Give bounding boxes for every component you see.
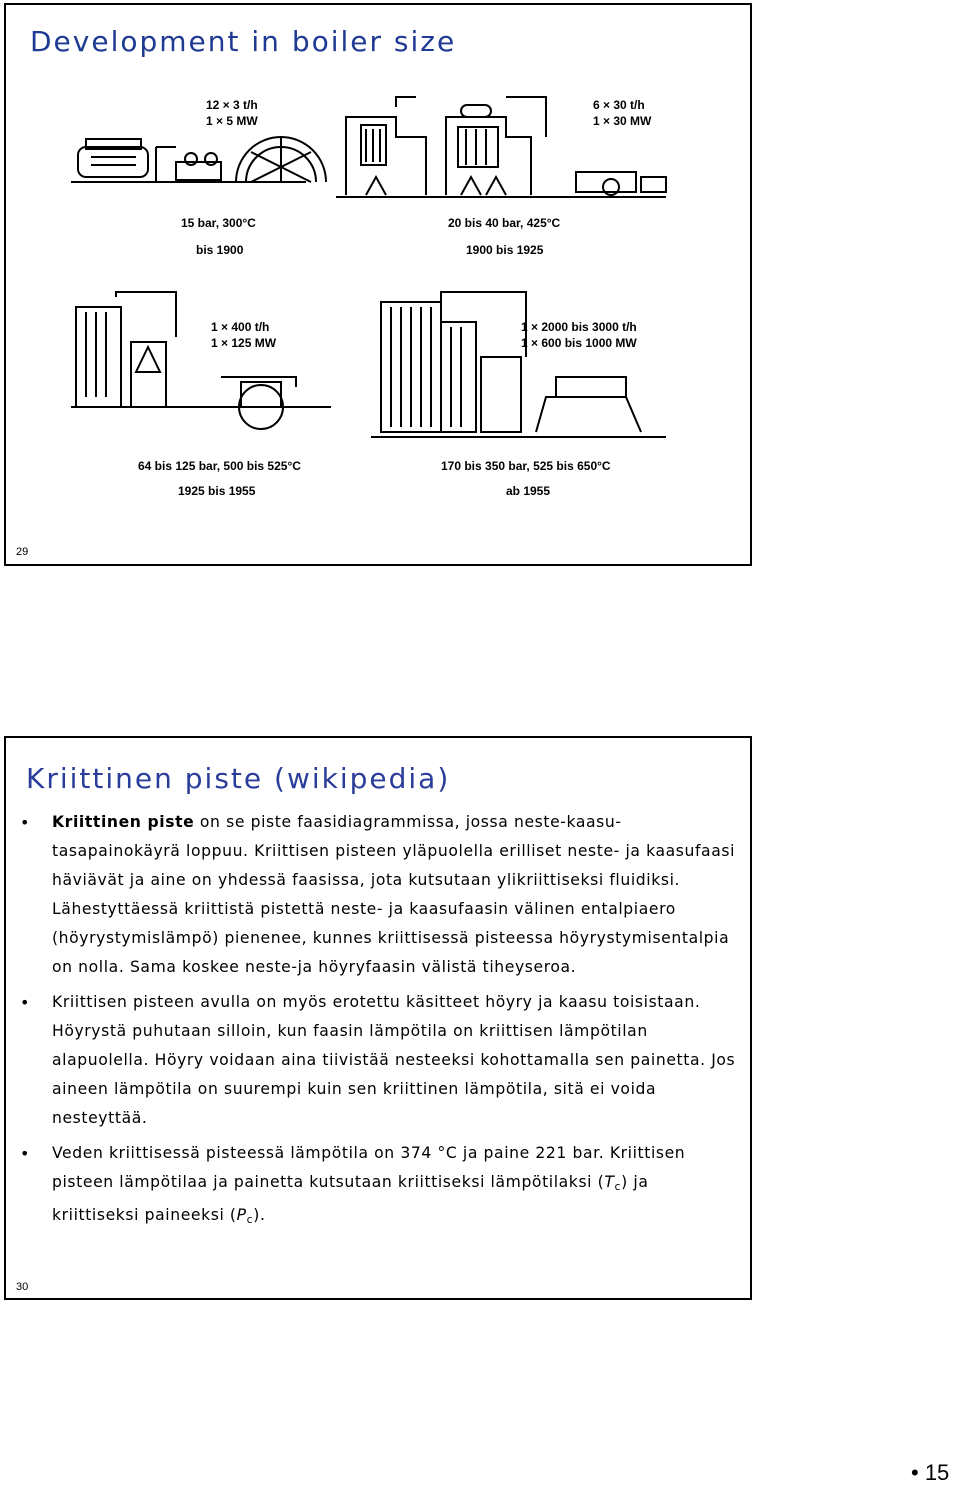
label-a-capacity1: 12 × 3 t/h	[206, 98, 258, 112]
label-b-period: 1900 bis 1925	[466, 243, 544, 257]
label-a-pressure: 15 bar, 300°C	[181, 216, 256, 230]
page-number: • 15	[911, 1460, 950, 1485]
label-c-capacity1: 1 × 400 t/h	[211, 320, 270, 334]
bullet-item	[16, 808, 736, 982]
bullet-icon: •	[20, 813, 31, 832]
tc-variable: T	[604, 1173, 615, 1191]
boiler-development-diagram	[66, 77, 696, 507]
pc-variable: P	[236, 1206, 247, 1224]
label-d-capacity1: 1 × 2000 bis 3000 t/h	[521, 320, 637, 334]
label-d-period: ab 1955	[506, 484, 551, 498]
bullet-item	[16, 988, 736, 1133]
label-c-pressure: 64 bis 125 bar, 500 bis 525°C	[138, 459, 301, 473]
slide-title: Development in boiler size	[30, 25, 457, 58]
label-c-capacity2: 1 × 125 MW	[211, 336, 277, 350]
slide-number: 30	[16, 1281, 29, 1293]
bullet-icon: •	[20, 1144, 31, 1163]
label-d-pressure: 170 bis 350 bar, 525 bis 650°C	[441, 459, 611, 473]
tc-subscript: c	[614, 1180, 622, 1193]
label-c-period: 1925 bis 1955	[178, 484, 256, 498]
pc-subscript: c	[246, 1213, 254, 1226]
label-a-capacity2: 1 × 5 MW	[206, 114, 258, 128]
boiler-diagram-svg	[66, 77, 696, 507]
label-b-capacity1: 6 × 30 t/h	[593, 98, 645, 112]
label-b-capacity2: 1 × 30 MW	[593, 114, 652, 128]
term-bold: Kriittinen piste	[52, 813, 195, 831]
bullet-text: ).	[253, 1206, 266, 1224]
slide-title: Kriittinen piste (wikipedia)	[26, 762, 451, 795]
slide-number: 29	[16, 546, 29, 558]
bullet-text: Veden kriittisessä pisteessä lämpötila on 374 °C ja paine 221 bar. Kriittisen pisteen lämpötilaa ja painetta kutsutaan kriittiseksi lämpötilaksi (	[52, 1144, 686, 1191]
bullet-item	[16, 1139, 736, 1234]
slide-30	[4, 736, 752, 1300]
bullet-text: ) ja kriittiseksi paineeksi (	[52, 1173, 649, 1224]
label-b-pressure: 20 bis 40 bar, 425°C	[448, 216, 561, 230]
bullet-list	[16, 808, 736, 1240]
label-a-period: bis 1900	[196, 243, 244, 257]
bullet-text: Kriittisen pisteen avulla on myös erotettu käsitteet höyry ja kaasu toisistaan. Höyrystä puhutaan silloin, kun faasin lämpötila on kriittisen lämpötilan alapuolella. Höyry voidaan aina tiivistää nesteeksi kohottamalla sen painetta. Jos aineen lämpötila on suurempi kuin sen kriittinen lämpötila, sitä ei voida nesteyttää.	[52, 993, 736, 1127]
slide-29	[4, 3, 752, 566]
bullet-icon: •	[20, 993, 31, 1012]
label-d-capacity2: 1 × 600 bis 1000 MW	[521, 336, 637, 350]
bullet-text: on se piste faasidiagrammissa, jossa neste-kaasu-tasapainokäyrä loppuu. Kriittisen pisteen yläpuolella erilliset neste- ja kaasufaasi häviävät ja aine on yhdessä faasissa, jota kutsutaan ylikriittiseksi fluidiksi. Lähestyttäessä kriittistä pistettä neste- ja kaasufaasin välinen entalpiaero (höyrystymislämpö) pienenee, kunnes kriittisessä pisteessa höyrystymisentalpia on nolla. Sama koskee neste-ja höyryfaasin välistä tiheyseroa.	[52, 813, 736, 976]
